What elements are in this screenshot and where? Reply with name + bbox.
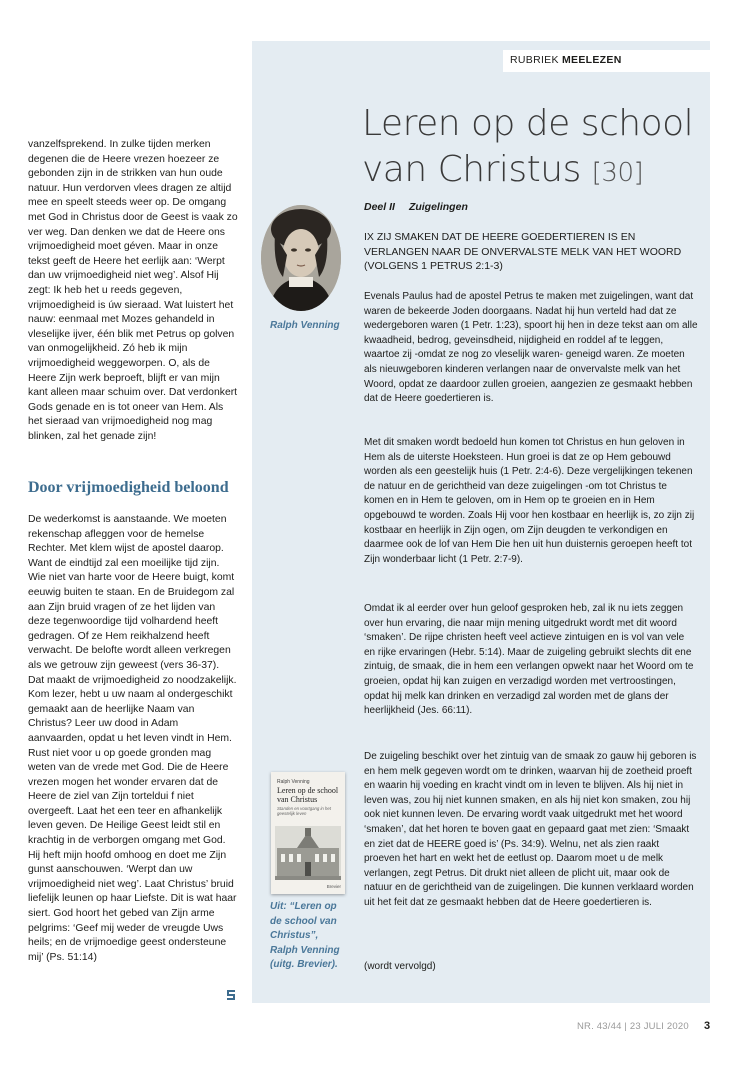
series-number: [30] — [591, 158, 644, 188]
right-paragraph-2: Met dit smaken wordt bedoeld hun komen tot Christus en hun geloven in Hem als de uiterste Hoeksteen. Hun groei is dat ze op Hem gebouwd worden als een geestelijk huis (1 Petr. 2:4-6). Deze vergelijkingen tekenen de natuur en de gerichtheid van deze zuigelingen -om tot Christus te komen en in Hem te geloven, om in Hem op te groeien en in Hem opgebouwd te worden. Zoals Hij voor hen kostbaar en heerlijk is, zo zijn zij kostbaar en heerlijk in Zijn ogen, om Zijn deugden te verkondigen en daarmee ook de lof van Hem Die hen uit hun duisternis geroepen heeft tot Zijn wonderbaar licht (1 Petr. 2:7-9). — [364, 437, 695, 565]
portrait-caption: Ralph Venning — [270, 320, 340, 331]
left-column-heading: Door vrijmoedigheid beloond — [28, 479, 229, 496]
book-subtitle: Standen en voortgang in het geestelijk leven — [277, 806, 331, 816]
book-caption-line: Christus”, — [270, 930, 319, 941]
book-publisher: Brevier — [326, 884, 341, 889]
title-line-2: van Christus — [362, 149, 581, 190]
article-end-icon — [226, 989, 236, 1001]
rubriek-name: MEELEZEN — [562, 54, 622, 66]
issue-info: NR. 43/44 | 23 JULI 2020 — [577, 1021, 689, 1032]
right-paragraph-1: Evenals Paulus had de apostel Petrus te maken met zuigelingen, want dat waren de bekeerde Joden doorgaans. Nadat hij hun verteld had dat ze wedergeboren waren (1 Petr. 1:23), spoort hij hen in deze tekst aan om alle kwaadheid, bedrog, geveinsdheid, nijdigheid en roddel af te leggen, waartoe zij -omdat ze nog zo vleselijk waren- geneigd waren. Ze moeten als nieuwgeboren kinderen verlangen naar de onvervalste melk van het Woord, opdat ze daardoor zullen groeien, aangezien ze gesmaakt hebben dat de Heere goedertieren is. — [364, 291, 698, 405]
title-line-1: Leren op de school — [362, 103, 694, 144]
part-name: Zuigelingen — [408, 201, 468, 213]
right-paragraph-3: Omdat ik al eerder over hun geloof gesproken heb, zal ik nu iets zeggen over hun ervaring, die naar mijn mening uitgedrukt wordt met dit woord ‘smaken’. De rijpe christen heeft veel actieve zintuigen en is vol van vele en rijke ervaringen (Hebr. 5:14). Maar de zuigeling gebruikt slechts dit ene zintuig, de smaak, die in hem een verlangen opwekt naar het Woord om te groeien, opdat hij kan zuigen en verzadigd worden met vertroostingen, opdat hij melk kan drinken en verzadigd zal worden met de glans der heerlijkheid (Jes. 66:11). — [364, 603, 694, 717]
book-author: Ralph Venning — [277, 779, 310, 785]
section-heading: IX ZIJ SMAKEN DAT DE HEERE GOEDERTIEREN IS EN VERLANGEN NAAR DE ONVERVALSTE MELK VAN HET WOORD (VOLGENS 1 PETRUS 2:1-3) — [364, 231, 682, 272]
book-caption-line: de school van — [270, 915, 337, 927]
book-caption-line: (uitg. Brevier). — [270, 959, 338, 970]
rubriek-label — [510, 54, 622, 66]
rubriek-prefix: RUBRIEK — [510, 54, 559, 66]
to-be-continued: (wordt vervolgd) — [364, 961, 436, 972]
book-caption-line: Ralph Venning — [270, 944, 340, 956]
ralph-venning-portrait — [261, 205, 341, 311]
book-caption-line: Uit: “Leren op — [270, 901, 337, 912]
book-cover-building-image — [275, 826, 341, 880]
left-column-body: De wederkomst is aanstaande. We moeten rekenschap afleggen voor de hemelse Rechter. Met klem wijst de apostel daarop. Want de eindtijd zal een moeilijke tijd zijn. Wie niet van harte voor de Heere buigt, komt eeuwig buiten te staan. En de Bruidegom zal aan Zijn bruid vragen of ze het lijden van deze tegenwoordige tijd volhardend heeft gedragen. Of ze Hem reikhalzend heeft verwacht. De belofte wordt alleen verkregen als we getrouw zijn geweest (vers 36-37). Dat maakt de vrijmoedigheid zo noodzakelijk. Kom lezer, hebt u uw naam al ondergeschikt gemaakt aan de heerlijke Naam van Christus? Leer uw dood in Adam aanvaarden, opdat u het leven vindt in Hem. Rust niet voor u op goede gronden mag weten van de vrede met God. Die de Heere vrezen mogen het wonder ervaren dat de Heere de ziel van Zijn torteldui f niet overgeeft. Laat het een teer en afhankelijk leven geven. De Heilige Geest leidt stil en krachtig in de verborgen omgang met God. Hij heft mijn hoofd omhoog en doet me Zijn gunst aanschouwen. ‘Werpt dan uw vrijmoedigheid niet weg’. Laat Christus’ bruid liefelijk leunen op haar Liefste. Dit is wat haar siert. God hoort het gebed van Zijn arme pelgrims: ‘Geef mij weder de vreugde Uws heils; en de vrijmoedige geest ondersteune mij’ (Ps. 51:14) — [28, 514, 237, 963]
left-column-intro: vanzelfsprekend. In zulke tijden merken degenen die de Heere vrezen hoezeer ze gebonden zijn in de strikken van hun oude natuur. Hun verdorven vlees dragen ze altijd mee en speelt steeds weer op. De omgang met God in Christus door de Geest is vaak zo ver weg. Dan denken we dat de Heere ons vrijmoedigheid moet géven. Maar in onze tekst geeft de Heere het eerlijk aan: ‘Werpt dan uw vrijmoedigheid niet weg’. Alsof Hij zegt: Ik heb het u reeds gegeven, vrijmoedigheid is úw sieraad. Wat luistert het nauw: eenmaal met Mozes gehandeld in vleselijke ijver, één blik met Petrus op golven van onmogelijkheid. Zó heb ik mijn vrijmoedigheid weggeworpen. O, als de Heere Zijn werk beproeft, blijft er van mijn kant alleen maar schuim over. Dat verdonkert Gods genade en is tot oneer van Hem. Als het sieraad van vrijmoedigheid nog mag blinken, zal het genade zijn! — [28, 139, 238, 442]
page-number: 3 — [704, 1020, 711, 1032]
part-label — [364, 201, 468, 213]
book-title: Leren op de school van Christus — [277, 786, 339, 804]
article-title — [362, 101, 702, 196]
part-number: Deel II — [364, 201, 395, 213]
book-cover — [271, 772, 345, 894]
right-paragraph-4: De zuigeling beschikt over het zintuig van de smaak zo gauw hij geboren is en hem melk gegeven wordt om te drinken, waarvan hij de zoetheid proeft en waarin hij voeding en kracht vindt om in leven te blijven. Als hij niet in leven was, zou hij niet kunnen smaken, en als hij niet kon smaken, zou hij ook niet kunnen leven. De ervaring wordt vaak uitgedrukt met het woord ‘smaken’, dat het horen te boven gaat en gepaard gaat met zien: ‘Smaakt en ziet dat de HEERE goed is’ (Ps. 34:9). Welnu, net als zien raakt proeven het hart en wekt het de eetlust op. Daarom moet u de melk verlangen, zegt Petrus. Dit drukt niet alleen de plicht uit, maar ook de natuur en de gerichtheid van de zuigelingen. Die kunnen verklaard worden uit het feit dat ze gesmaakt hebben dat de Heere goedertieren is. — [364, 751, 697, 908]
book-caption — [270, 900, 340, 973]
